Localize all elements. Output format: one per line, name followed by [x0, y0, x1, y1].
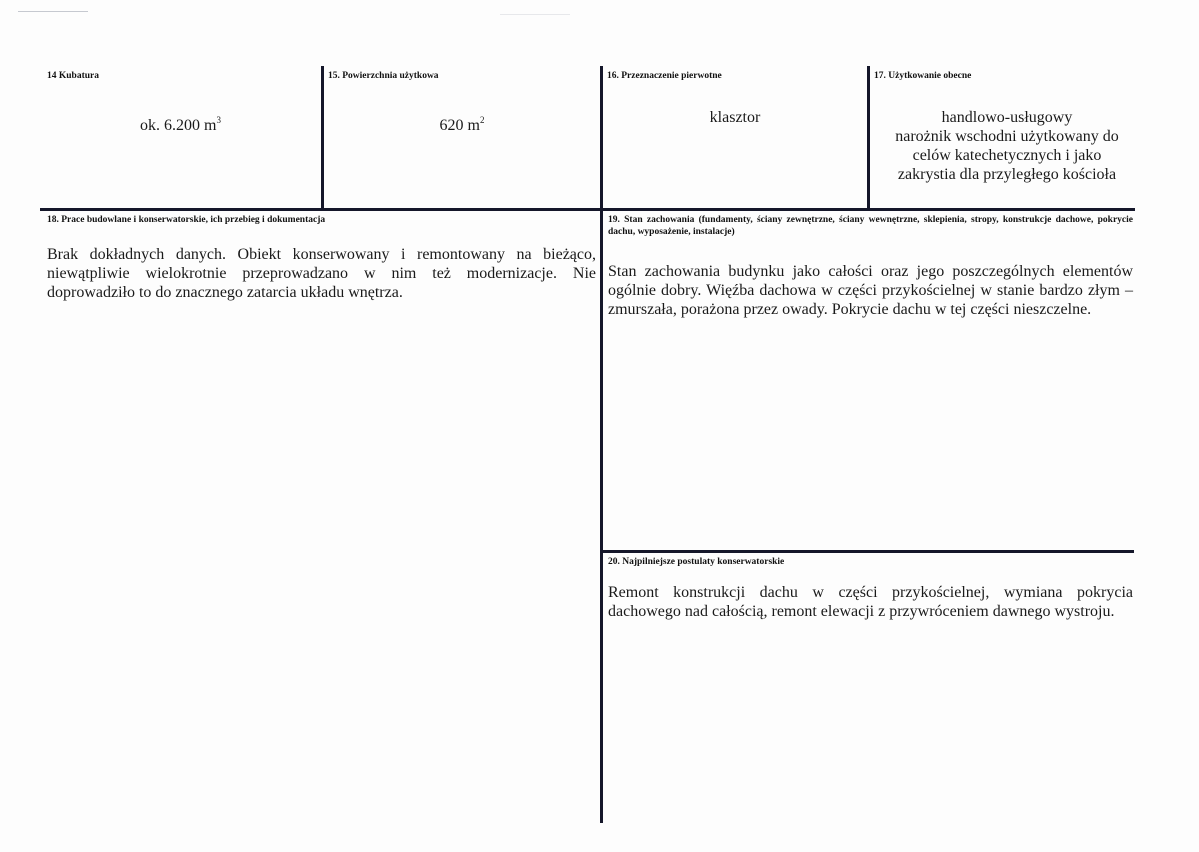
field-15-value-text: 620 m — [439, 117, 480, 134]
field-14-label: 14 Kubatura — [47, 71, 99, 81]
field-14-value — [40, 116, 321, 135]
divider-14-15 — [321, 66, 324, 211]
divider-15-16 — [600, 66, 603, 823]
field-17-label: 17. Użytkowanie obecne — [874, 71, 972, 81]
field-17-line: zakrystia dla przyległego kościoła — [897, 166, 1117, 183]
field-14-value-exponent: 3 — [216, 115, 221, 125]
field-15-value-exponent: 2 — [479, 115, 485, 125]
scan-artifact — [18, 11, 88, 12]
field-16-value: klasztor — [709, 109, 761, 126]
field-17-line: narożnik wschodni użytkowany do — [895, 128, 1119, 145]
field-17-line: handlowo-usługowy — [941, 109, 1073, 126]
field-14-value-text: ok. 6.200 m — [140, 117, 217, 134]
field-15-value — [324, 116, 600, 135]
scan-artifact — [500, 14, 570, 15]
field-19-label: 19. Stan zachowania (fundamenty, ściany zewnętrzne, ściany wewnętrzne, sklepienia, stropy, konstrukcje dachowe, pokrycie dachu, wyposażenie, instalacje) — [608, 215, 1133, 237]
field-20-label: 20. Najpilniejsze postulaty konserwatorskie — [608, 557, 785, 567]
field-17-line: celów katechetycznych i jako — [912, 147, 1102, 164]
field-15-label: 15. Powierzchnia użytkowa — [328, 71, 439, 81]
field-16-label: 16. Przeznaczenie pierwotne — [607, 71, 722, 81]
field-20-text: Remont konstrukcji dachu w części przykościelnej, wymiana pokrycia dachowego nad całością, remont elewacji z przywróceniem dawnego wystroju. — [608, 584, 1133, 620]
row-divider-19-20 — [600, 550, 1134, 553]
field-17-value — [870, 108, 1144, 184]
field-19-text: Stan zachowania budynku jako całości oraz jego poszczególnych elementów ogólnie dobry. Więźba dachowa w części przykościelnej w stanie bardzo złym – zmurszała, porażona przez owady. Pokrycie dachu w tej części nieszczelne. — [608, 263, 1133, 318]
field-18-label: 18. Prace budowlane i konserwatorskie, ich przebieg i dokumentacja — [47, 215, 326, 225]
row-divider-top — [40, 208, 1135, 211]
field-18-text: Brak dokładnych danych. Obiekt konserwowany i remontowany na bieżąco, niewątpliwie wielokrotnie przeprowadzano w nim też modernizacje. Nie doprowadziło to do znacznego zatarcia układu wnętrza. — [47, 246, 596, 301]
